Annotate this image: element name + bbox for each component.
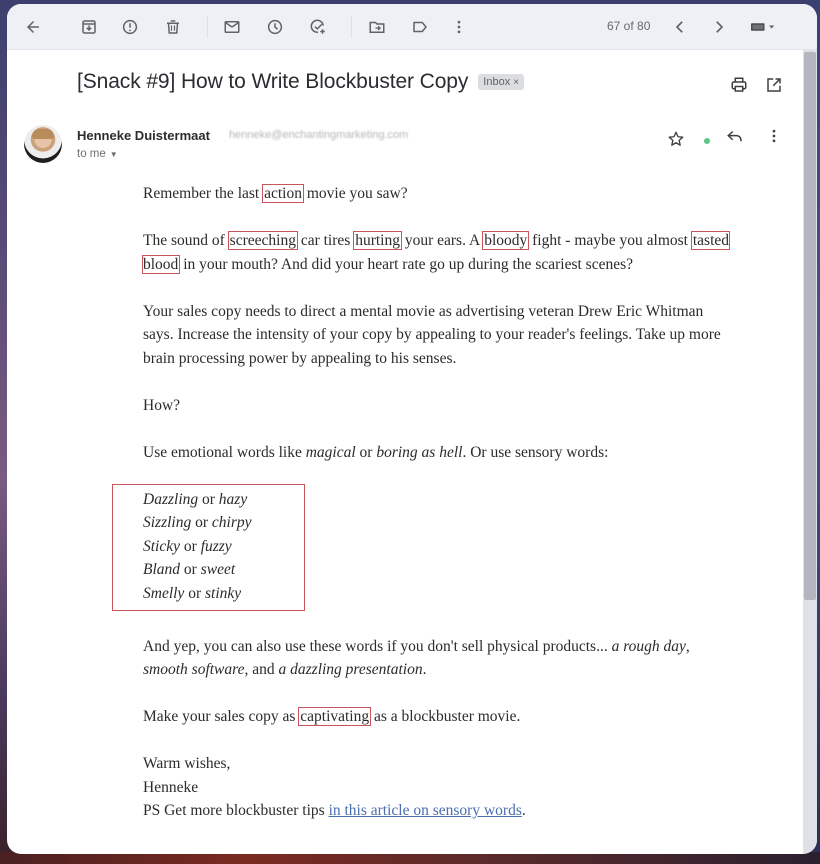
newer-button[interactable] [668,15,692,39]
inbox-label-chip[interactable] [478,74,524,90]
add-task-button[interactable] [306,15,330,39]
text: as a blockbuster movie. [370,708,521,725]
toolbar-divider [351,16,352,38]
report-spam-button[interactable] [118,15,142,39]
list-item [143,535,304,559]
text: or [180,561,201,578]
text: , and [244,661,279,678]
list-item [143,511,304,535]
paragraph-intro [143,182,733,206]
highlighted-word: hurting [355,232,400,249]
snooze-icon [266,18,284,36]
text: your ears. A [400,232,484,249]
keyboard-icon [746,18,780,36]
toolbar-divider [207,16,208,38]
list-item [143,488,304,512]
text: . [521,802,526,819]
archive-button[interactable] [77,15,101,39]
text: movie you saw? [302,185,408,202]
text: car tires [296,232,355,249]
email-toolbar [7,4,817,50]
subject-row [77,70,524,94]
message-more-button[interactable] [763,125,785,147]
highlighted-word: bloody [484,232,528,249]
sensory-word: Dazzling [143,490,199,508]
paragraph-mental-movie: Your sales copy needs to direct a mental movie as advertising veteran Drew Eric Whitman says. Increase the intensity of your copy by appealing to your reader's feelings. Take up more brain processing power by appealing to his senses. [143,302,721,367]
text: or [198,490,219,508]
text: . Or use sensory words: [462,443,609,461]
label-icon [411,18,429,36]
text: And yep, you can also use these words if you don't sell physical products... [143,637,612,655]
paragraph-captivating [143,705,733,729]
highlighted-word: tasted blood [143,232,730,273]
italic-text: a rough day [611,637,686,655]
sensory-word: Sizzling [143,514,192,531]
open-in-new-window-button[interactable] [763,74,785,96]
pager-count: 67 of 80 [607,19,651,33]
online-status-dot [704,138,710,144]
inbox-label-text: Inbox [483,76,511,88]
sensory-word: sweet [200,561,236,578]
scrollbar[interactable] [803,50,817,854]
postscript [143,799,733,823]
open-in-new-icon [765,76,783,94]
reply-button[interactable] [724,125,746,147]
text: or [355,443,377,461]
email-window [7,4,817,854]
italic-text: magical [305,443,356,461]
recipient-details-toggle[interactable] [77,148,118,160]
chevron-left-icon [671,18,689,36]
sender-name[interactable]: Henneke Duistermaat [77,128,210,143]
more-options-button[interactable] [447,15,471,39]
report-spam-icon [121,18,139,36]
text: fight - maybe you almost [528,232,692,249]
text: The sound of [143,232,229,249]
text: or [184,584,205,602]
highlighted-word: action [264,185,302,202]
signature: Henneke [143,778,199,796]
paragraph-emotional-words [143,441,733,465]
star-button[interactable] [665,128,687,150]
text: , [685,637,690,655]
italic-text: smooth software [143,661,245,678]
print-icon [730,76,748,94]
labels-button[interactable] [408,15,432,39]
email-subject: [Snack #9] How to Write Blockbuster Copy [77,70,469,93]
sensory-word: stinky [205,584,242,602]
move-to-button[interactable] [365,15,389,39]
delete-icon [164,18,182,36]
paragraph-sounds [143,229,733,276]
sensory-word: Bland [143,561,181,578]
text: Make your sales copy as [143,708,300,725]
back-button[interactable] [21,15,45,39]
text: Use emotional words like [143,443,306,461]
italic-text: boring as hell [376,443,463,461]
older-button[interactable] [707,15,731,39]
print-button[interactable] [728,74,750,96]
chevron-right-icon [710,18,728,36]
signoff: Warm wishes, [143,755,231,772]
scrollbar-thumb[interactable] [804,52,816,600]
sensory-words-list [112,484,305,612]
italic-text: a dazzling presentation [278,661,423,678]
star-icon [667,130,685,148]
text: . [422,661,427,678]
caret-down-icon: ▼ [109,149,118,159]
text: or [180,537,201,555]
list-item [143,558,304,582]
remove-label-icon[interactable]: × [513,76,520,88]
sensory-words-article-link[interactable]: in this article on sensory words [328,802,522,819]
sensory-word: hazy [218,490,248,508]
sender-email: henneke@enchantingmarketing.com [229,129,409,141]
sensory-word: Sticky [143,537,181,555]
sensory-word: Smelly [143,584,185,602]
list-item [143,582,304,606]
text: in your mouth? And did your heart rate go up during the scariest scenes? [179,255,633,273]
sensory-word: chirpy [211,514,252,531]
input-tools-button[interactable] [745,15,781,39]
mark-unread-button[interactable] [220,15,244,39]
text: PS Get more blockbuster tips [143,802,329,819]
text: or [191,514,212,531]
archive-icon [80,18,98,36]
delete-button[interactable] [161,15,185,39]
move-to-icon [368,18,386,36]
more-vert-icon [765,127,783,145]
reply-icon [726,127,744,145]
sensory-word: fuzzy [200,537,232,555]
email-body [143,182,733,823]
text: Remember the last [143,185,264,202]
back-arrow-icon [24,18,42,36]
mark-unread-icon [223,18,241,36]
more-vert-icon [450,18,468,36]
paragraph-non-physical [143,635,733,682]
paragraph-how: How? [143,396,181,414]
highlighted-word: screeching [229,232,296,249]
add-task-icon [309,18,327,36]
recipient-label: to me [77,148,106,160]
snooze-button[interactable] [263,15,287,39]
highlighted-word: captivating [300,708,370,725]
sender-avatar[interactable] [24,125,62,163]
